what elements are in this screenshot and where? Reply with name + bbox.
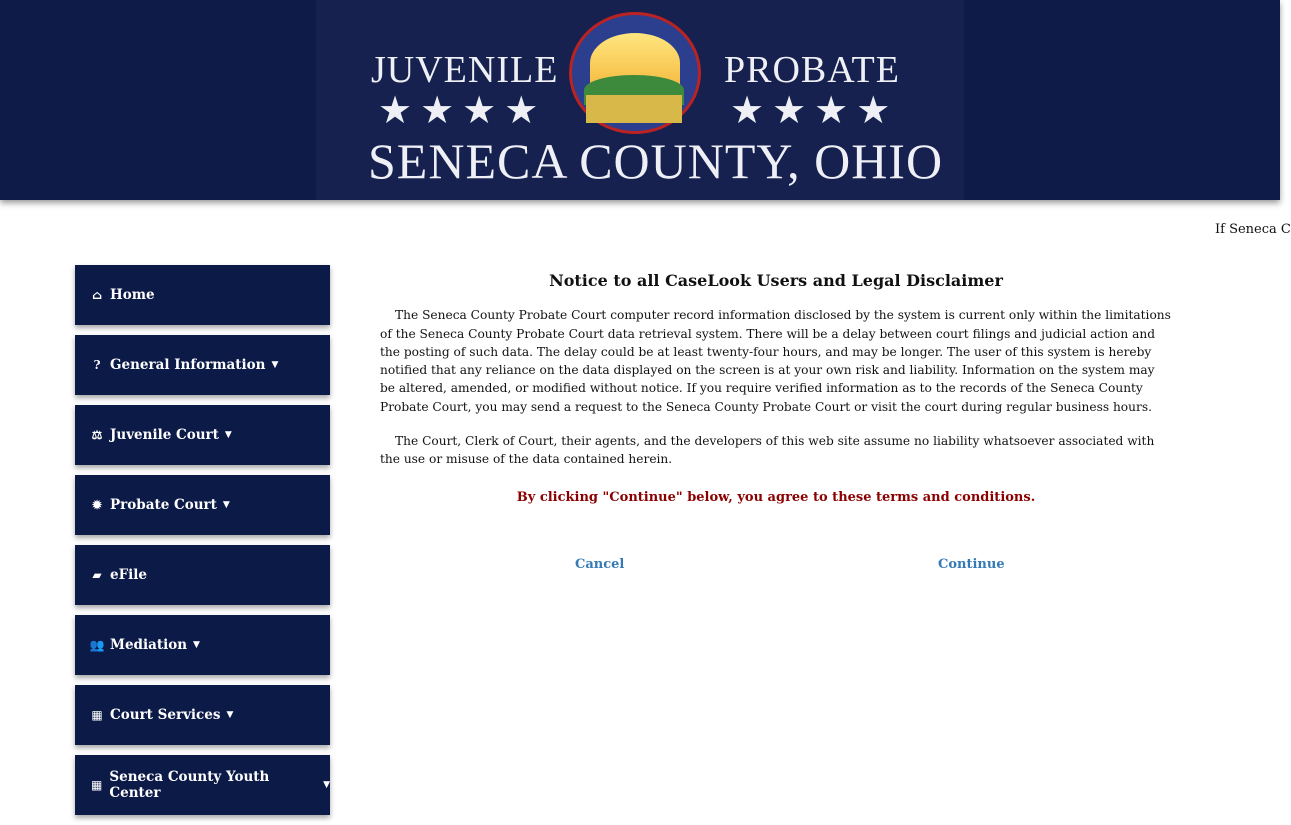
nav-item-mediation[interactable] <box>75 615 330 675</box>
stars-right: ★★★★ <box>730 88 899 132</box>
caret-down-icon: ▼ <box>323 780 330 790</box>
nav-item-label: Mediation <box>110 637 188 653</box>
banner-juvenile: JUVENILE <box>371 49 559 91</box>
caret-down-icon: ▼ <box>193 640 200 650</box>
disclaimer-paragraph-1: The Seneca County Probate Court computer record information disclosed by the system is current only within the limitations of the Seneca County Probate Court data retrieval system. There will be a delay between court filings and judicial action and the posting of such data. The delay could be at least twenty-four hours, and may be longer. The user of this system is hereby notified that any reliance on the data displayed on the screen is at your own risk and liability. Information on the system may be altered, amended, or modified without notice. If you require verified information as to the records of the Seneca County Probate Court, you may send a request to the Seneca County Probate Court or visit the court during regular business hours. <box>380 308 1171 414</box>
continue-link[interactable]: Continue <box>938 557 1005 572</box>
nav-item-general-information[interactable] <box>75 335 330 395</box>
home-icon: ⌂ <box>91 288 102 302</box>
nav-item-label: eFile <box>110 567 148 583</box>
nav-item-label: General Information <box>110 357 266 373</box>
nav-item-seneca-county-youth-center[interactable] <box>75 755 330 815</box>
announcement-marquee: If Seneca C <box>1215 222 1291 237</box>
nav-item-label: Seneca County Youth Center <box>109 769 270 801</box>
nav-item-label: Juvenile Court <box>110 427 219 443</box>
building-icon: ▦ <box>91 778 103 792</box>
question-circle-icon: ? <box>93 358 101 372</box>
nav-item-probate-court[interactable] <box>75 475 330 535</box>
cancel-link[interactable]: Cancel <box>575 557 625 572</box>
site-header <box>0 0 1280 200</box>
caret-down-icon: ▼ <box>226 710 234 720</box>
nav-item-label: Court Services <box>110 707 221 723</box>
disclaimer-panel <box>380 272 1172 507</box>
balance-scale-icon: ⚖ <box>91 428 103 442</box>
sidebar-nav <box>75 265 330 825</box>
caret-down-icon: ▼ <box>222 500 230 510</box>
page-title: Notice to all CaseLook Users and Legal Disclaimer <box>549 271 1003 290</box>
building-icon: ▦ <box>91 708 103 722</box>
disclaimer-paragraph-2: The Court, Clerk of Court, their agents, and the developers of this web site assume no liability whatsoever associated with the use or misuse of the data contained herein. <box>380 434 1155 467</box>
stars-left: ★★★★ <box>378 88 547 132</box>
nav-item-label: Probate Court <box>110 497 217 513</box>
users-icon: 👥 <box>89 638 105 652</box>
agreement-notice: By clicking "Continue" below, you agree to these terms and conditions. <box>516 489 1036 505</box>
caret-down-icon: ▼ <box>224 430 232 440</box>
banner-county: SENECA COUNTY, OHIO <box>368 133 944 189</box>
nav-item-court-services[interactable] <box>75 685 330 745</box>
caret-down-icon: ▼ <box>271 360 279 370</box>
ohio-seal-logo <box>569 12 701 134</box>
nav-item-efile[interactable] <box>75 545 330 605</box>
folder-open-icon: ▰ <box>92 568 102 582</box>
banner <box>316 0 964 200</box>
banner-probate: PROBATE <box>724 49 900 91</box>
nav-item-juvenile-court[interactable] <box>75 405 330 465</box>
gear-icon: ✹ <box>91 498 103 512</box>
nav-item-label: Home <box>110 287 155 303</box>
nav-item-home[interactable] <box>75 265 330 325</box>
